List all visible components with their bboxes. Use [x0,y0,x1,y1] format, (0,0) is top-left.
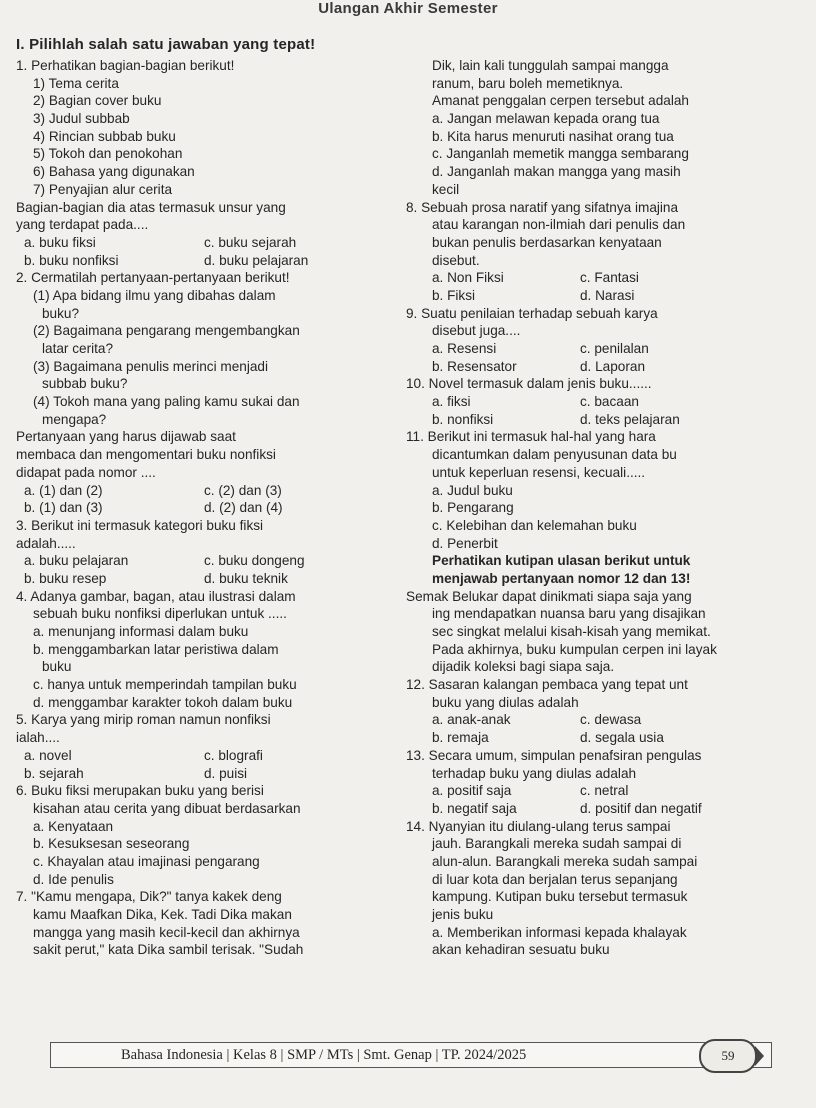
right-line: c. Kelebihan dan kelemahan buku [432,517,637,533]
right-line: ing mendapatkan nuansa baru yang disajikan [432,606,706,622]
option-text: d. Narasi [580,287,635,303]
option-text: b. Resensator [432,358,517,374]
right-line: Perhatikan kutipan ulasan berikut untuk [432,553,691,569]
left-line: mengapa? [42,411,107,427]
right-line: kampung. Kutipan buku tersebut termasuk [432,889,688,905]
right-line [406,782,806,800]
right-line: 12. Sasaran kalangan pembaca yang tepat unt [406,677,688,693]
option-text: d. (2) dan (4) [204,500,283,516]
right-line: atau karangan non-ilmiah dari penulis dan [432,217,686,233]
left-line: d. Ide penulis [33,871,114,887]
left-line [16,570,406,588]
right-line: akan kehadiran sesuatu buku [432,942,610,958]
option-text: a. buku pelajaran [24,553,129,569]
page-footer [50,1042,772,1068]
left-line: c. hanya untuk memperindah tampilan buku [33,677,297,693]
left-line: 4) Rincian subbab buku [33,128,176,144]
right-line: Semak Belukar dapat dinikmati siapa saja yang [406,588,692,604]
option-text: c. (2) dan (3) [204,482,282,498]
option-text: c. penilalan [580,341,649,356]
right-line [406,729,806,747]
left-line: 3) Judul subbab [33,111,130,127]
option-text: b. nonfiksi [432,411,494,427]
left-line: subbab buku? [42,376,128,392]
left-line: buku? [42,305,80,321]
option-text: c. Fantasi [580,270,639,286]
left-line: kamu Maafkan Dika, Kek. Tadi Dika makan [33,907,292,922]
left-line: buku [42,659,72,675]
right-line [406,393,806,411]
option-text: d. positif dan negatif [580,800,702,816]
right-line [406,711,806,729]
right-line: Pada akhirnya, buku kumpulan cerpen ini layak [432,641,717,657]
left-line: Bagian-bagian dia atas termasuk unsur yang [16,199,286,215]
right-line: terhadap buku yang diulas adalah [432,765,637,781]
right-line: a. Judul buku [432,482,513,498]
left-line: d. menggambar karakter tokoh dalam buku [33,694,293,710]
left-line: 5) Tokoh dan penokohan [33,146,183,162]
option-text: d. buku teknik [204,570,288,586]
option-text: a. Non Fiksi [432,270,504,286]
right-line: a. Memberikan informasi kepada khalayak [432,924,687,940]
right-line: 8. Sebuah prosa naratif yang sifatnya imajina [406,199,679,215]
right-line: 14. Nyanyian itu diulang-ulang terus sampai [406,818,671,834]
option-text: c. bacaan [580,394,639,410]
right-line: 13. Secara umum, simpulan penafsiran pengulas [406,747,702,763]
left-line [16,552,406,570]
left-line: 7) Penyajian alur cerita [33,181,173,197]
left-line: 6) Bahasa yang digunakan [33,164,195,180]
option-text: a. buku fiksi [24,234,96,250]
right-line: 10. Novel termasuk dalam jenis buku...... [406,376,652,392]
right-line: dicantumkan dalam penyusunan data bu [432,447,677,463]
right-line: c. Janganlah memetik mangga sembarang [432,146,689,162]
right-line: alun-alun. Barangkali mereka sudah sampai [432,853,698,869]
page-number-badge: 59 [699,1039,757,1073]
option-text: d. Laporan [580,358,646,374]
left-line [16,747,406,765]
option-text: b. buku resep [24,570,107,586]
left-line [16,765,406,783]
right-line: b. Kita harus menuruti nasihat orang tua [432,128,674,144]
left-line: adalah..... [16,535,76,551]
option-text: a. novel [24,747,72,763]
right-line: menjawab pertanyaan nomor 12 dan 13! [432,570,691,586]
page-header: Ulangan Akhir Semester [318,0,498,17]
left-line: (2) Bagaimana pengarang mengembangkan [33,323,300,339]
right-line: a. Jangan melawan kepada orang tua [432,111,660,127]
right-line: b. Pengarang [432,500,514,516]
left-line: 2) Bagian cover buku [33,93,162,109]
left-line: (4) Tokoh mana yang paling kamu sukai dan [33,394,300,410]
left-line: c. Khayalan atau imajinasi pengarang [33,853,260,869]
left-line [16,252,406,270]
option-text: c. dewasa [580,712,642,728]
right-line: 9. Suatu penilaian terhadap sebuah karya [406,305,658,321]
option-text: b. Fiksi [432,287,476,303]
left-line [16,499,406,517]
option-text: c. buku sejarah [204,234,297,250]
right-line [406,340,806,358]
option-text: a. fiksi [432,394,471,410]
option-text: c. buku dongeng [204,553,305,569]
right-line: sec singkat melalui kisah-kisah yang memikat. [432,624,711,639]
left-line: mangga yang masih kecil-kecil dan akhirnya [33,924,300,940]
left-line [16,482,406,500]
option-text: d. teks pelajaran [580,411,680,427]
right-line: di luar kota dan berjalan terus sepanjang [432,871,678,887]
left-line: didapat pada nomor .... [16,464,156,480]
left-line: ialah.... [16,730,60,746]
section-title: I. Pilihlah salah satu jawaban yang tepat! [16,36,316,53]
option-text: a. Resensi [432,341,497,356]
option-text: a. anak-anak [432,712,511,728]
left-line: b. menggambarkan latar peristiwa dalam [33,641,279,657]
right-line: d. Janganlah makan mangga yang masih [432,164,681,180]
right-line: jauh. Barangkali mereka sudah sampai di [432,836,682,852]
left-line: 1. Perhatikan bagian-bagian berikut! [16,58,235,73]
right-line: disebut juga.... [432,323,521,339]
option-text: b. negatif saja [432,800,517,816]
option-text: b. sejarah [24,765,84,781]
footer-text: Bahasa Indonesia | Kelas 8 | SMP / MTs | Smt. Genap | TP. 2024/2025 [121,1047,527,1063]
right-line: buku yang diulas adalah [432,694,579,710]
right-line: untuk keperluan resensi, kecuali..... [432,464,646,480]
right-line: bukan penulis berdasarkan kenyataan [432,234,662,250]
right-line [406,269,806,287]
option-text: b. (1) dan (3) [24,500,103,516]
left-line: yang terdapat pada.... [16,217,149,233]
left-column [16,57,406,959]
left-line: 3. Berikut ini termasuk kategori buku fiksi [16,517,264,533]
option-text: a. (1) dan (2) [24,482,103,498]
right-line: 11. Berikut ini termasuk hal-hal yang hara [406,429,656,445]
option-text: d. segala usia [580,730,664,746]
left-line: 6. Buku fiksi merupakan buku yang berisi [16,783,264,799]
right-line [406,287,806,305]
right-line: disebut. [432,252,480,268]
left-line: 5. Karya yang mirip roman namun nonfiksi [16,712,271,728]
option-text: d. buku pelajaran [204,252,309,268]
right-line: d. Penerbit [432,535,498,551]
right-line: ranum, baru boleh memetiknya. [432,75,624,91]
option-text: c. blografi [204,747,263,763]
left-line: latar cerita? [42,341,114,356]
left-line: b. Kesuksesan seseorang [33,836,190,852]
option-text: a. positif saja [432,783,512,799]
option-text: c. netral [580,783,629,799]
left-line: 7. "Kamu mengapa, Dik?" tanya kakek deng [16,889,282,905]
left-line: Pertanyaan yang harus dijawab saat [16,429,236,445]
left-line: a. Kenyataan [33,818,114,834]
right-line [406,411,806,429]
left-line: 4. Adanya gambar, bagan, atau ilustrasi dalam [16,588,296,604]
right-line: jenis buku [432,907,494,922]
left-line: membaca dan mengomentari buku nonfiksi [16,447,276,463]
left-line: kisahan atau cerita yang dibuat berdasarkan [33,800,301,816]
option-text: b. remaja [432,730,489,746]
right-line [406,358,806,376]
right-line: Amanat penggalan cerpen tersebut adalah [432,93,689,109]
left-line: sakit perut," kata Dika sambil terisak. "Sudah [33,942,304,958]
right-column [406,57,806,959]
left-line: sebuah buku nonfiksi diperlukan untuk ..... [33,606,287,622]
right-line [406,800,806,818]
right-line: Dik, lain kali tunggulah sampai mangga [432,58,669,73]
left-line: a. menunjang informasi dalam buku [33,624,249,639]
left-line: 2. Cermatilah pertanyaan-pertanyaan berikut! [16,270,290,286]
left-line: (1) Apa bidang ilmu yang dibahas dalam [33,287,276,303]
left-line: 1) Tema cerita [33,75,119,91]
left-line [16,234,406,252]
left-line: (3) Bagaimana penulis merinci menjadi [33,358,268,374]
right-line: dijadik koleksi bagi siapa saja. [432,659,615,675]
right-line: kecil [432,181,460,197]
option-text: b. buku nonfiksi [24,252,119,268]
option-text: d. puisi [204,765,248,781]
